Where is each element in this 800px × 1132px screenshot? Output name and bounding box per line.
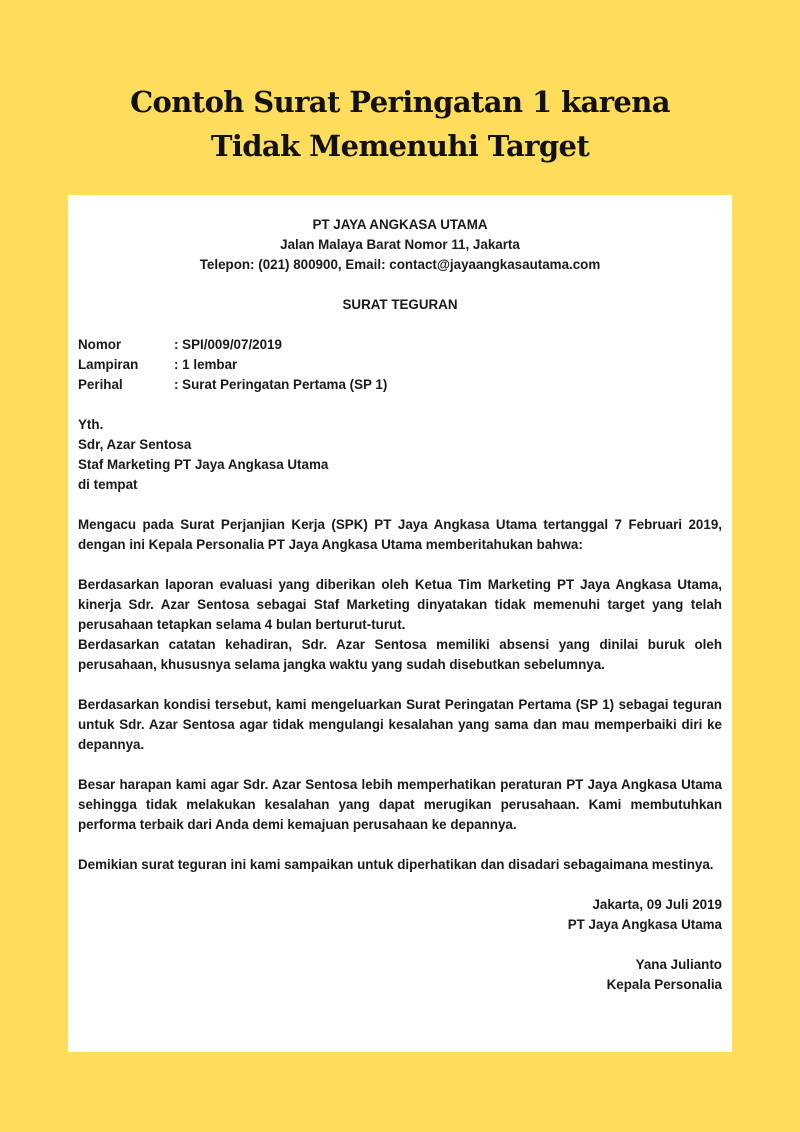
- meta-value: : SPI/009/07/2019: [174, 337, 282, 352]
- recipient-block: [78, 415, 722, 495]
- reason-paragraph-1: Berdasarkan laporan evaluasi yang diberikan oleh Ketua Tim Marketing PT Jaya Angkasa Utama, kinerja Sdr. Azar Sentosa sebagai Staf Marketing dinyatakan tidak memenuhi target yang telah perusahaan tetapkan selama 4 bulan berturut-turut.: [78, 577, 722, 632]
- letter-meta: [78, 335, 722, 395]
- meta-row-nomor: [78, 335, 722, 355]
- signer-name: Yana Julianto: [635, 957, 722, 972]
- recipient-line: Staf Marketing PT Jaya Angkasa Utama: [78, 457, 329, 472]
- meta-label: Perihal: [78, 377, 123, 392]
- page-title-line-2: Tidak Memenuhi Target: [210, 129, 590, 163]
- signer-title: Kepala Personalia: [606, 977, 722, 992]
- signature-block: [78, 895, 722, 995]
- recipient-line: di tempat: [78, 477, 138, 492]
- company-name: PT JAYA ANGKASA UTAMA: [312, 217, 488, 232]
- recipient-line: Sdr, Azar Sentosa: [78, 437, 192, 452]
- meta-row-perihal: [78, 375, 722, 395]
- decision-paragraph: Berdasarkan kondisi tersebut, kami mengeluarkan Surat Peringatan Pertama (SP 1) sebagai teguran untuk Sdr. Azar Sentosa agar tidak mengulangi kesalahan yang sama dan mau memperbaiki diri ke depannya.: [78, 697, 722, 752]
- meta-label: Nomor: [78, 337, 122, 352]
- company-contact: Telepon: (021) 800900, Email: contact@jayaangkasautama.com: [199, 257, 601, 272]
- letter-type: SURAT TEGURAN: [342, 297, 458, 312]
- letter-sheet: [68, 195, 732, 1052]
- meta-value: : Surat Peringatan Pertama (SP 1): [174, 377, 388, 392]
- closing-paragraph: Demikian surat teguran ini kami sampaikan untuk diperhatikan dan disadari sebagaimana mestinya.: [78, 857, 714, 872]
- recipient-line: Yth.: [78, 417, 104, 432]
- company-address: Jalan Malaya Barat Nomor 11, Jakarta: [280, 237, 520, 252]
- page-title-line-1: Contoh Surat Peringatan 1 karena: [130, 85, 670, 119]
- page-title: [0, 80, 800, 168]
- reason-paragraph-2: Berdasarkan catatan kehadiran, Sdr. Azar Sentosa memiliki absensi yang dinilai buruk oleh perusahaan, khususnya selama jangka waktu yang sudah disebutkan sebelumnya.: [78, 637, 722, 672]
- meta-row-lampiran: [78, 355, 722, 375]
- opening-paragraph: Mengacu pada Surat Perjanjian Kerja (SPK) PT Jaya Angkasa Utama tertanggal 7 Februari 2019, dengan ini Kepala Personalia PT Jaya Angkasa Utama memberitahukan bahwa:: [78, 517, 722, 552]
- meta-value: : 1 lembar: [174, 357, 238, 372]
- hope-paragraph: Besar harapan kami agar Sdr. Azar Sentosa lebih memperhatikan peraturan PT Jaya Angkasa Utama sehingga tidak melakukan kesalahan yang dapat merugikan perusahaan. Kami membutuhkan performa terbaik dari Anda demi kemajuan perusahaan ke depannya.: [78, 777, 722, 832]
- meta-label: Lampiran: [78, 357, 139, 372]
- sign-place-date: Jakarta, 09 Juli 2019: [592, 897, 722, 912]
- letterhead: [78, 215, 722, 275]
- sign-company: PT Jaya Angkasa Utama: [567, 917, 722, 932]
